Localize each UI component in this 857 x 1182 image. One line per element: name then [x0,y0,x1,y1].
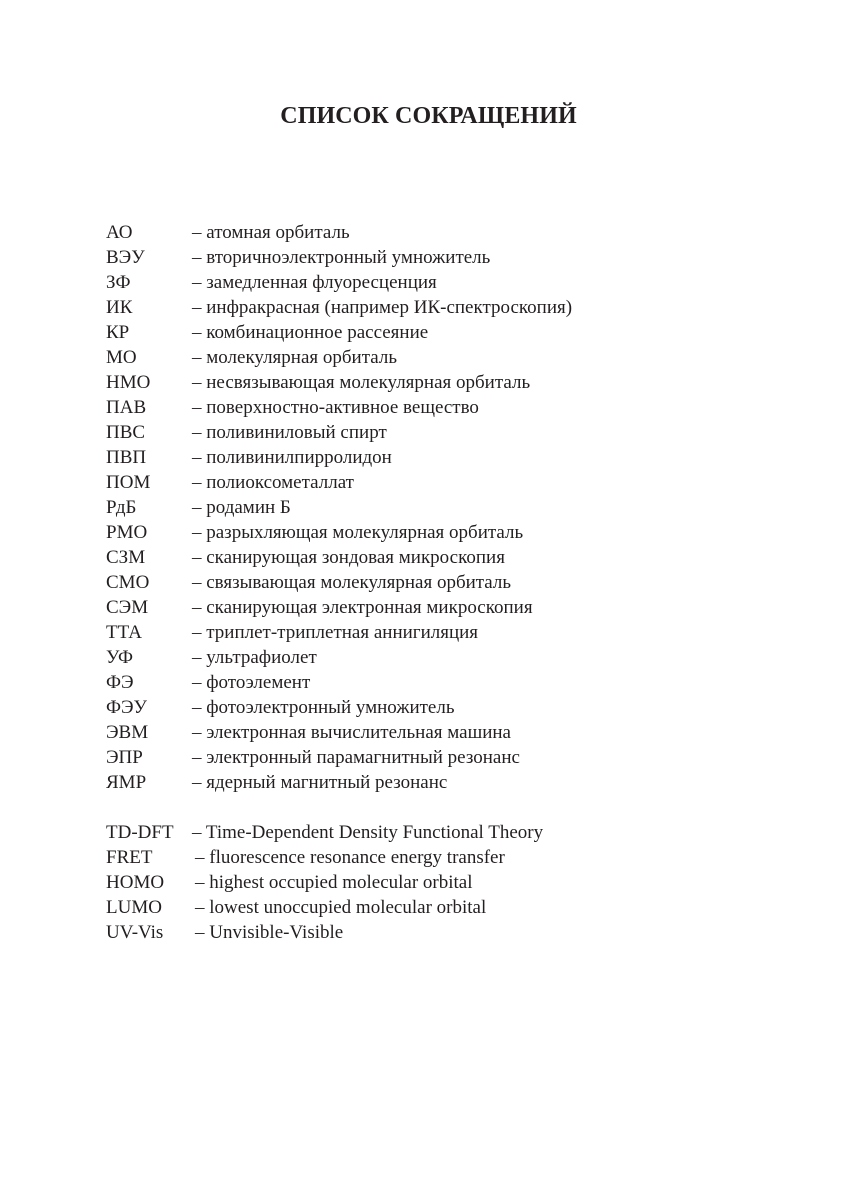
abbreviation-term: РдБ [106,497,137,518]
abbreviation-term: ПАВ [106,397,147,418]
latin-abbreviation-list [106,820,543,945]
abbreviation-definition: – атомная орбиталь [192,222,350,243]
abbreviation-definition: – связывающая молекулярная орбиталь [192,572,512,593]
abbreviation-term: ЭВМ [106,722,149,743]
abbreviation-definition: – несвязывающая молекулярная орбиталь [192,372,531,393]
abbreviation-entry [106,570,572,595]
abbreviation-definition: – вторичноэлектронный умножитель [192,247,491,268]
abbreviation-entry [106,395,572,420]
abbreviation-definition: – сканирующая электронная микроскопия [192,597,533,618]
abbreviation-entry [106,545,572,570]
abbreviation-definition: – сканирующая зондовая микроскопия [192,547,505,568]
abbreviation-entry [106,245,572,270]
abbreviation-entry [106,845,543,870]
abbreviation-term: ПВС [106,422,146,443]
abbreviation-entry [106,345,572,370]
abbreviation-term: СЭМ [106,597,149,618]
abbreviation-definition: – электронная вычислительная машина [192,722,511,743]
abbreviation-entry [106,770,572,795]
abbreviation-entry [106,295,572,320]
abbreviation-entry [106,420,572,445]
abbreviation-entry [106,220,572,245]
abbreviation-entry [106,595,572,620]
abbreviation-term: ИК [106,297,133,318]
abbreviation-entry [106,495,572,520]
abbreviation-entry [106,445,572,470]
abbreviation-term: ВЭУ [106,247,145,268]
abbreviation-definition: – молекулярная орбиталь [192,347,397,368]
abbreviation-term: LUMO [106,897,162,918]
abbreviation-term: ЯМР [106,772,147,793]
abbreviation-term: ФЭУ [106,697,148,718]
abbreviation-entry [106,920,543,945]
abbreviation-term: ЗФ [106,272,131,293]
abbreviation-term: ФЭ [106,672,134,693]
abbreviation-term: КР [106,322,130,343]
abbreviation-definition: – замедленная флуоресценция [192,272,437,293]
abbreviation-term: FRET [106,847,153,868]
abbreviation-entry [106,820,543,845]
abbreviation-entry [106,745,572,770]
abbreviation-term: РМО [106,522,148,543]
abbreviation-entry [106,620,572,645]
abbreviation-definition: – fluorescence resonance energy transfer [195,847,505,868]
abbreviation-term: ТТА [106,622,142,643]
abbreviation-definition: – поливиниловый спирт [192,422,387,443]
abbreviation-term: СМО [106,572,150,593]
abbreviation-definition: – электронный парамагнитный резонанс [192,747,520,768]
abbreviation-entry [106,370,572,395]
abbreviation-term: УФ [106,647,134,668]
abbreviation-definition: – инфракрасная (например ИК-спектроскопия) [192,297,573,318]
abbreviation-term: МО [106,347,137,368]
abbreviation-term: СЗМ [106,547,146,568]
abbreviation-definition: – комбинационное рассеяние [192,322,429,343]
abbreviation-definition: – поливинилпирролидон [192,447,392,468]
page-title: СПИСОК СОКРАЩЕНИЙ [280,103,577,130]
abbreviation-definition: – фотоэлемент [192,672,311,693]
abbreviation-entry [106,520,572,545]
abbreviation-entry [106,320,572,345]
abbreviation-entry [106,470,572,495]
abbreviation-term: UV-Vis [106,922,164,943]
abbreviation-term: ПВП [106,447,147,468]
abbreviation-entry [106,670,572,695]
abbreviation-definition: – триплет-триплетная аннигиляция [192,622,479,643]
abbreviation-entry [106,870,543,895]
abbreviation-definition: – фотоэлектронный умножитель [192,697,455,718]
abbreviation-entry [106,270,572,295]
abbreviation-entry [106,720,572,745]
abbreviation-definition: – highest occupied molecular orbital [195,872,473,893]
abbreviation-term: НМО [106,372,151,393]
abbreviation-term: HOMO [106,872,165,893]
abbreviation-term: TD-DFT [106,822,174,843]
abbreviation-definition: – Unvisible-Visible [195,922,344,943]
abbreviation-entry [106,895,543,920]
abbreviation-definition: – ультрафиолет [192,647,317,668]
abbreviation-term: АО [106,222,133,243]
abbreviation-term: ПОМ [106,472,151,493]
abbreviation-definition: – ядерный магнитный резонанс [192,772,448,793]
abbreviation-definition: – lowest unoccupied molecular orbital [195,897,487,918]
cyrillic-abbreviation-list [106,220,572,795]
abbreviation-definition: – полиоксометаллат [192,472,354,493]
abbreviation-definition: – Time-Dependent Density Functional Theory [192,822,544,843]
abbreviation-definition: – поверхностно-активное вещество [192,397,479,418]
abbreviation-term: ЭПР [106,747,143,768]
abbreviation-entry [106,645,572,670]
abbreviation-entry [106,695,572,720]
abbreviation-definition: – родамин Б [192,497,291,518]
abbreviation-definition: – разрыхляющая молекулярная орбиталь [192,522,524,543]
